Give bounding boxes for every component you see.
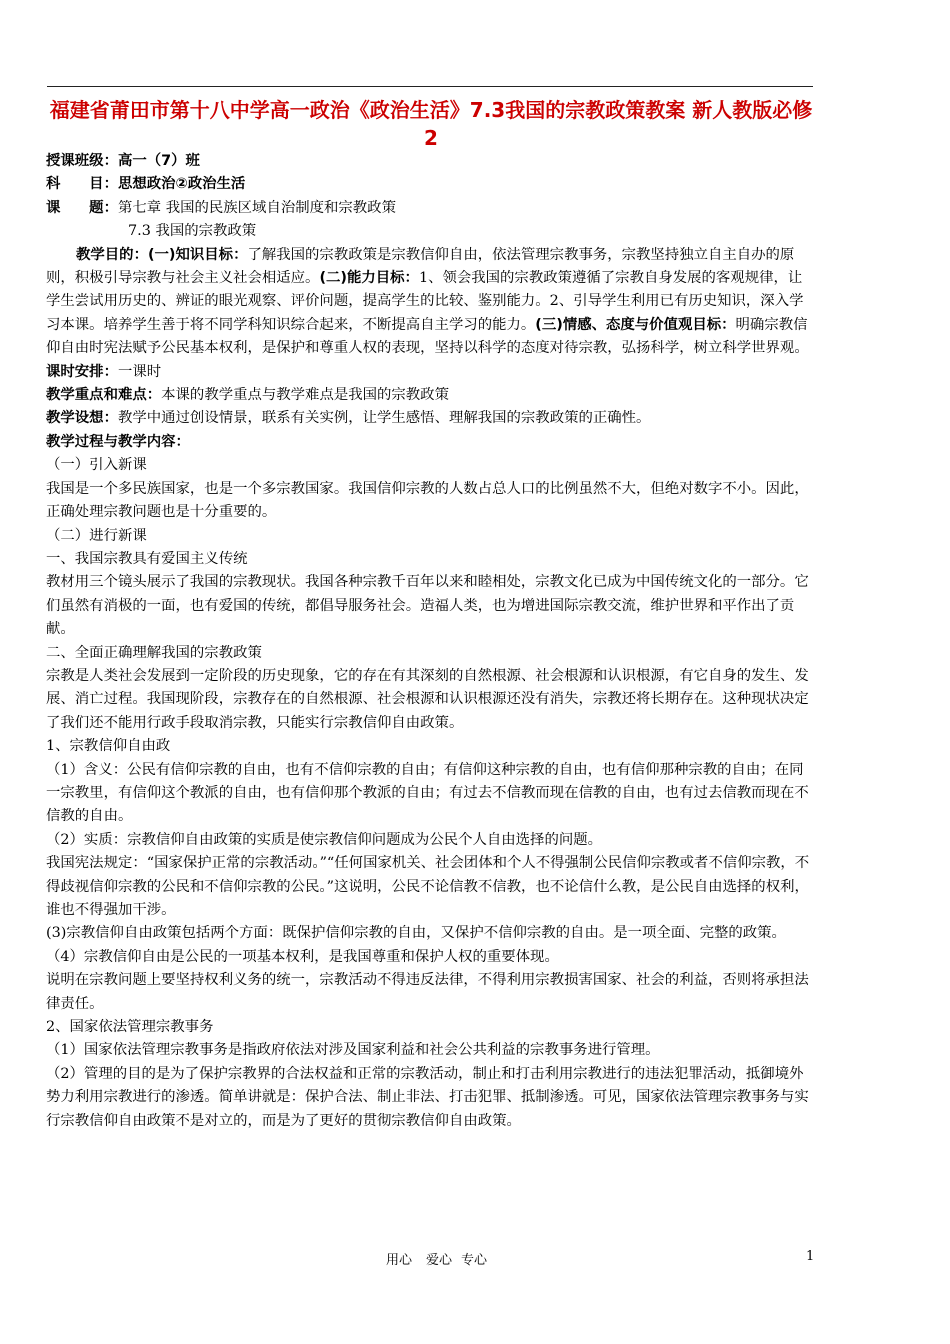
footer-motto-3: 专心	[461, 1253, 488, 1268]
body-paragraph: (3)宗教信仰自由政策包括两个方面：既保护信仰宗教的自由，又保护不信仰宗教的自由。是一项全面、完整的政策。	[46, 925, 786, 942]
body-paragraph: 2、国家依法管理宗教事务	[46, 1019, 214, 1036]
body-paragraph: （一）引入新课	[46, 457, 147, 474]
body-paragraph: 二、全面正确理解我国的宗教政策	[46, 644, 262, 661]
body-paragraph: 我国宪法规定：“国家保护正常的宗教活动。”“任何国家机关、社会团体和个人不得强制公民信仰宗教或者不信仰宗教，不得歧视信仰宗教的公民和不信仰宗教的公民。”这说明，公民不论信教不信教，也不论信什么教，是公民自由选择的权利，谁也不得强加干涉。	[46, 855, 810, 918]
body-paragraph: （2）实质：宗教信仰自由政策的实质是使宗教信仰问题成为公民个人自由选择的问题。	[46, 831, 603, 848]
class-line: 授课班级：高一（7）班	[46, 153, 200, 169]
body-paragraph: 1、宗教信仰自由政	[46, 738, 171, 755]
document-body	[46, 150, 816, 1133]
body-paragraph: 我国是一个多民族国家，也是一个多宗教国家。我国信仰宗教的人数占总人口的比例虽然不大，但绝对数字不小。因此，正确处理宗教问题也是十分重要的。	[46, 480, 809, 521]
body-paragraph: （4）宗教信仰自由是公民的一项基本权利，是我国尊重和保护人权的重要体现。	[46, 948, 559, 965]
objectives-paragraph: 教学目的：(一)知识目标：了解我国的宗教政策是宗教信仰自由，依法管理宗教事务，宗教坚持独立自主自办的原则，积极引导宗教与社会主义社会相适应。(二)能力目标：1、领会我国的宗教政策遵循了宗教自身发展的客观规律，让学生尝试用历史的、辨证的眼光观察、评价问题，提高学生的比较、鉴别能力。2、引导学生利用已有历史知识，深入学习本课。培养学生善于将不同学科知识综合起来，不断提高自主学习的能力。(三)情感、态度与价值观目标：明确宗教信仰自由时宪法赋予公民基本权利，是保护和尊重人权的表现，坚持以科学的态度对待宗教，弘扬科学，树立科学世界观。	[46, 246, 809, 357]
body-paragraph: （二）进行新课	[46, 527, 147, 544]
subject-line: 科 目：思想政治②政治生活	[46, 176, 246, 193]
schedule-line: 课时安排：一课时	[46, 363, 162, 380]
page-footer	[0, 1249, 950, 1273]
body-paragraph: 宗教是人类社会发展到一定阶段的历史现象，它的存在有其深刻的自然根源、社会根源和认识根源，有它自身的发生、发展、消亡过程。我国现阶段，宗教存在的自然根源、社会根源和认识根源还没有消失，宗教还将长期存在。这种现状决定了我们还不能用行政手段取消宗教，只能实行宗教信仰自由政策。	[46, 667, 809, 731]
body-paragraph: 一、我国宗教具有爱国主义传统	[46, 550, 248, 567]
footer-motto-2: 爱心	[426, 1253, 453, 1268]
header-rule	[47, 86, 813, 87]
footer-motto-1: 用心	[386, 1253, 413, 1268]
design-line: 教学设想：教学中通过创设情景，联系有关实例，让学生感悟、理解我国的宗教政策的正确性。	[46, 410, 651, 427]
topic-line: 课 题：第七章 我国的民族区域自治制度和宗教政策	[46, 199, 396, 216]
body-paragraph: 教材用三个镜头展示了我国的宗教现状。我国各种宗教千百年以来和睦相处，宗教文化已成为中国传统文化的一部分。它们虽然有消极的一面，也有爱国的传统，都倡导服务社会。造福人类，也为增进国际宗教交流，维护世界和平作出了贡献。	[46, 574, 809, 638]
body-paragraph: （1）国家依法管理宗教事务是指政府依法对涉及国家利益和社会公共利益的宗教事务进行管理。	[46, 1042, 660, 1059]
page-number: 1	[806, 1249, 815, 1264]
topic-line-2: 7.3 我国的宗教政策	[128, 223, 257, 240]
focus-line: 教学重点和难点：本课的教学重点与教学难点是我国的宗教政策	[46, 387, 449, 404]
body-paragraph: （2）管理的目的是为了保护宗教界的合法权益和正常的宗教活动，制止和打击利用宗教进行的违法犯罪活动，抵御境外势力利用宗教进行的渗透。简单讲就是：保护合法、制止非法、打击犯罪、抵制渗透。可见，国家依法管理宗教事务与实行宗教信仰自由政策不是对立的，而是为了更好的贯彻宗教信仰自由政策。	[46, 1065, 809, 1129]
process-heading: 教学过程与教学内容：	[46, 433, 190, 450]
document-title: 福建省莆田市第十八中学高一政治《政治生活》7.3我国的宗教政策教案 新人教版必修2	[49, 98, 813, 150]
body-paragraph: （1）含义：公民有信仰宗教的自由，也有不信仰宗教的自由；有信仰这种宗教的自由，也有信仰那种宗教的自由；在同一宗教里，有信仰这个教派的自由，也有信仰那个教派的自由；有过去不信教而现在信教的自由，也有过去信教而现在不信教的自由。	[46, 761, 809, 825]
body-paragraph: 说明在宗教问题上要坚持权利义务的统一，宗教活动不得违反法律，不得利用宗教损害国家、社会的利益，否则将承担法律责任。	[46, 972, 809, 1012]
